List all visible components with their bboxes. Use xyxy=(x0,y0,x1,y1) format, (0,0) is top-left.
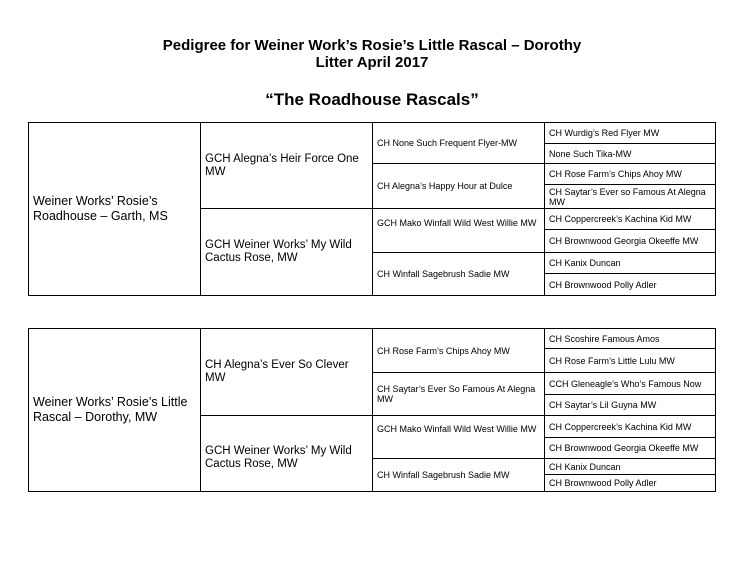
grandparent-name: CH Rose Farm’s Chips Ahoy MW xyxy=(377,345,510,356)
subject-cell xyxy=(29,329,201,492)
great-grandparent-cell: CH Brownwood Polly Adler xyxy=(545,274,716,296)
grandparent-cell xyxy=(373,416,545,459)
great-grandparent-cell: CH Brownwood Georgia Okeeffe MW xyxy=(545,230,716,253)
grandparent-name: CH Winfall Sagebrush Sadie MW xyxy=(377,470,510,480)
grandparent-name: GCH Mako Winfall Wild West Willie MW xyxy=(377,217,537,228)
dam-cell xyxy=(201,209,373,296)
great-grandparent-cell: None Such Tika-MW xyxy=(545,144,716,164)
grandparent-name: CH Winfall Sagebrush Sadie MW xyxy=(377,269,510,279)
great-grandparent-cell: CCH Gleneagle’s Who’s Famous Now xyxy=(545,373,716,395)
sire-name: GCH Alegna’s Heir Force One MW xyxy=(205,152,359,178)
great-grandparent-cell: CH Saytar’s Ever so Famous At Alegna MW xyxy=(545,185,716,209)
dam-cell xyxy=(201,416,373,492)
subject-name: Weiner Works’ Rosie’s Roadhouse – Garth, MS xyxy=(33,194,168,223)
grandparent-name: GCH Mako Winfall Wild West Willie MW xyxy=(377,424,537,434)
grandparent-cell xyxy=(373,123,545,164)
great-grandparent-cell: CH Kanix Duncan xyxy=(545,253,716,274)
litter-date: Litter April 2017 xyxy=(315,54,429,71)
great-grandparent-cell: CH Coppercreek’s Kachina Kid MW xyxy=(545,209,716,230)
grandparent-name: CH Saytar’s Ever So Famous At Alegna MW xyxy=(377,384,536,404)
grandparent-cell xyxy=(373,164,545,209)
great-grandparent-cell: CH Brownwood Georgia Okeeffe MW xyxy=(545,438,716,459)
great-grandparent-cell: CH Saytar’s Lil Guyna MW xyxy=(545,395,716,416)
great-grandparent-cell: CH Coppercreek’s Kachina Kid MW xyxy=(545,416,716,438)
great-grandparent-cell: CH Wurdig’s Red Flyer MW xyxy=(545,123,716,144)
grandparent-cell xyxy=(373,459,545,492)
dam-name: GCH Weiner Works’ My Wild Cactus Rose, MW xyxy=(205,239,352,264)
grandparent-name: CH Alegna’s Happy Hour at Dulce xyxy=(377,181,513,191)
dam-name: GCH Weiner Works’ My Wild Cactus Rose, MW xyxy=(205,444,352,470)
sire-cell xyxy=(201,329,373,416)
sire-name: CH Alegna’s Ever So Clever MW xyxy=(205,359,349,384)
grandparent-name: CH None Such Frequent Flyer-MW xyxy=(377,138,518,148)
great-grandparent-cell: CH Kanix Duncan xyxy=(545,459,716,475)
grandparent-cell xyxy=(373,253,545,296)
subject-name: Weiner Works’ Rosie’s Little Rascal – Dorothy, MW xyxy=(33,395,188,424)
pedigree-table-dorothy xyxy=(28,328,716,492)
great-grandparent-cell: CH Scoshire Famous Amos xyxy=(545,329,716,349)
litter-name: “The Roadhouse Rascals” xyxy=(265,90,479,109)
great-grandparent-cell: CH Brownwood Polly Adler xyxy=(545,475,716,492)
great-grandparent-cell: CH Rose Farm’s Chips Ahoy MW xyxy=(545,164,716,185)
pedigree-title: Pedigree for Weiner Work’s Rosie’s Little Rascal – Dorothy xyxy=(162,37,582,54)
grandparent-cell xyxy=(373,329,545,373)
pedigree-table-garth xyxy=(28,122,716,296)
grandparent-cell xyxy=(373,209,545,253)
great-grandparent-cell: CH Rose Farm’s Little Lulu MW xyxy=(545,349,716,373)
sire-cell xyxy=(201,123,373,209)
grandparent-cell xyxy=(373,373,545,416)
subject-cell xyxy=(29,123,201,296)
